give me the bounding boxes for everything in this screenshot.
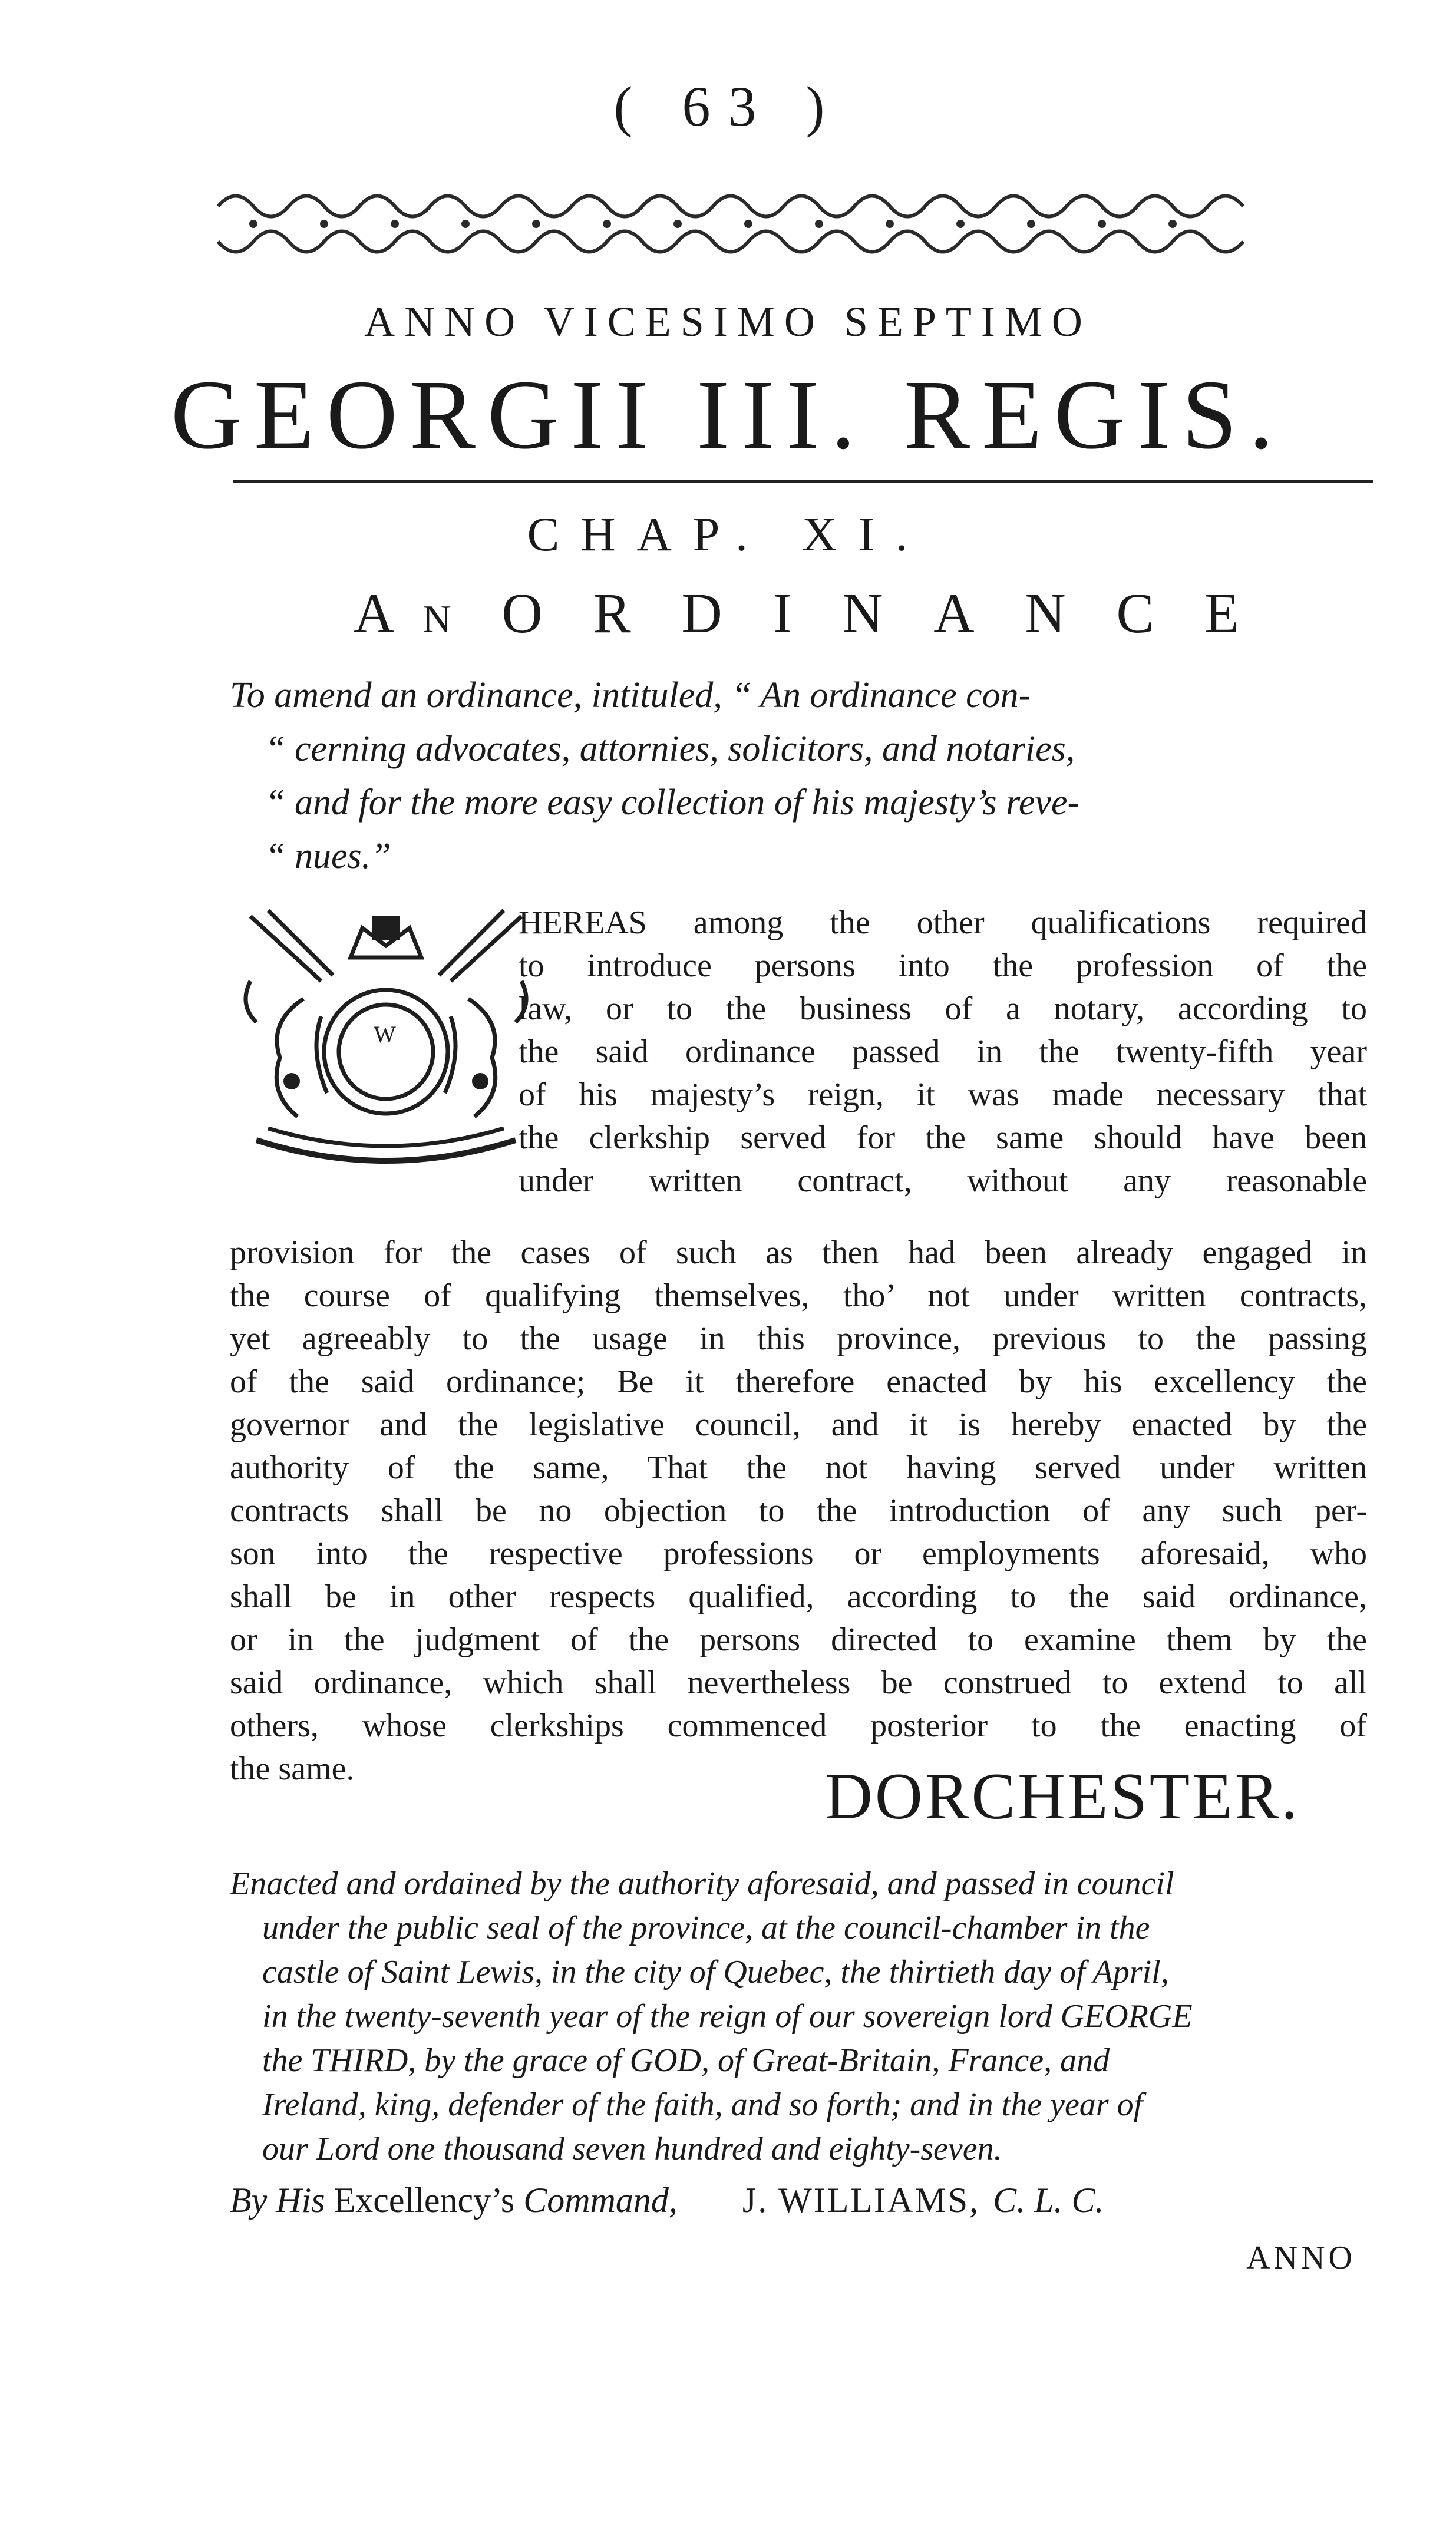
title-word-an: An (354, 582, 480, 645)
title-letter: C (1116, 582, 1183, 645)
secretary-title: C. L. C. (993, 2181, 1104, 2220)
command-by: By His (230, 2181, 325, 2220)
body-line: yet agreeably to the usage in this province, previous to the passing (230, 1320, 1367, 1357)
subtitle-line: “ cerning advocates, attornies, solicitors, and notaries, (265, 729, 1075, 769)
title-letter: E (1204, 582, 1267, 645)
enacted-line: Ireland, king, defender of the faith, and so forth; and in the year of (262, 2086, 1143, 2123)
governor-signature: DORCHESTER. (825, 1760, 1300, 1833)
catchword: ANNO (1246, 2240, 1356, 2276)
body-line: authority of the same, That the not having served under written (230, 1449, 1367, 1486)
command-attestation (230, 2180, 1367, 2221)
secretary-name: J. WILLIAMS, (742, 2181, 980, 2220)
body-line: the said ordinance passed in the twenty-fifth year (519, 1033, 1367, 1070)
device-initial-letter: W (374, 1021, 396, 1048)
title-letter: A (933, 582, 1003, 645)
body-line: son into the respective professions or employments aforesaid, who (230, 1536, 1367, 1572)
enacted-line: castle of Saint Lewis, in the city of Quebec, the thirtieth day of April, (262, 1954, 1169, 1990)
subtitle-line: “ nues.” (265, 836, 391, 876)
chapter-heading: CHAP. XI. (527, 507, 929, 561)
body-line: contracts shall be no objection to the introduction of any such per- (230, 1493, 1367, 1529)
body-line: of his majesty’s reign, it was made necessary that (519, 1077, 1367, 1113)
body-line: said ordinance, which shall nevertheless be construed to extend to all (230, 1665, 1367, 1701)
body-line: law, or to the business of a notary, according to (519, 990, 1367, 1027)
body-text-continued (230, 1231, 1367, 1791)
page-number: ( 63 ) (613, 75, 843, 138)
heading-rule (233, 480, 1373, 483)
title-letter: O (501, 582, 571, 645)
body-line: the same. (230, 1751, 355, 1787)
title-letter: D (681, 582, 751, 645)
body-line: governor and the legislative council, and it is hereby enacted by the (230, 1406, 1367, 1443)
body-line: the course of qualifying themselves, tho’ not under written contracts, (230, 1277, 1367, 1314)
body-line: to introduce persons into the profession of the (519, 947, 1367, 984)
body-line: of the said ordinance; Be it therefore enacted by his excellency the (230, 1363, 1367, 1400)
body-line: others, whose clerkships commenced posterior to the enacting of (230, 1708, 1367, 1744)
command-excellency: Excellency’s (334, 2181, 515, 2220)
ornamental-border (212, 183, 1249, 271)
title-letter: I (772, 582, 820, 645)
subtitle-line: “ and for the more easy collection of his majesty’s reve- (265, 782, 1080, 823)
regnal-heading: GEORGII III. REGIS. (170, 360, 1286, 470)
title-letter: N (1025, 582, 1094, 645)
body-line: HEREAS among the other qualifications required (519, 904, 1367, 941)
coat-of-arms-icon (233, 904, 539, 1181)
royal-arms-initial-device (233, 904, 539, 1181)
command-word: Command, (523, 2181, 678, 2220)
enactment-clause (230, 1862, 1379, 2171)
title-letter: R (593, 582, 659, 645)
ordinance-subtitle (230, 669, 1379, 883)
body-line: under written contract, without any reasonable (519, 1163, 1367, 1199)
enacted-line: Enacted and ordained by the authority aforesaid, and passed in council (230, 1865, 1174, 1902)
title-letter: N (842, 582, 912, 645)
enacted-line: our Lord one thousand seven hundred and eighty-seven. (262, 2131, 1002, 2167)
anno-heading: ANNO VICESIMO SEPTIMO (364, 298, 1092, 345)
ordinance-title (354, 580, 1267, 646)
enacted-line: in the twenty-seventh year of the reign of our sovereign lord GEORGE (262, 1998, 1193, 2035)
enacted-line: the THIRD, by the grace of GOD, of Great-Britain, France, and (262, 2042, 1110, 2079)
body-line: shall be in other respects qualified, according to the said ordinance, (230, 1579, 1367, 1615)
body-line: the clerkship served for the same should have been (519, 1120, 1367, 1156)
body-text-opening (519, 902, 1367, 1203)
subtitle-line: To amend an ordinance, intituled, “ An ordinance con- (230, 675, 1031, 715)
body-line: provision for the cases of such as then had been already engaged in (230, 1234, 1367, 1271)
body-line: or in the judgment of the persons directed to examine them by the (230, 1622, 1367, 1658)
enacted-line: under the public seal of the province, at the council-chamber in the (262, 1910, 1150, 1946)
